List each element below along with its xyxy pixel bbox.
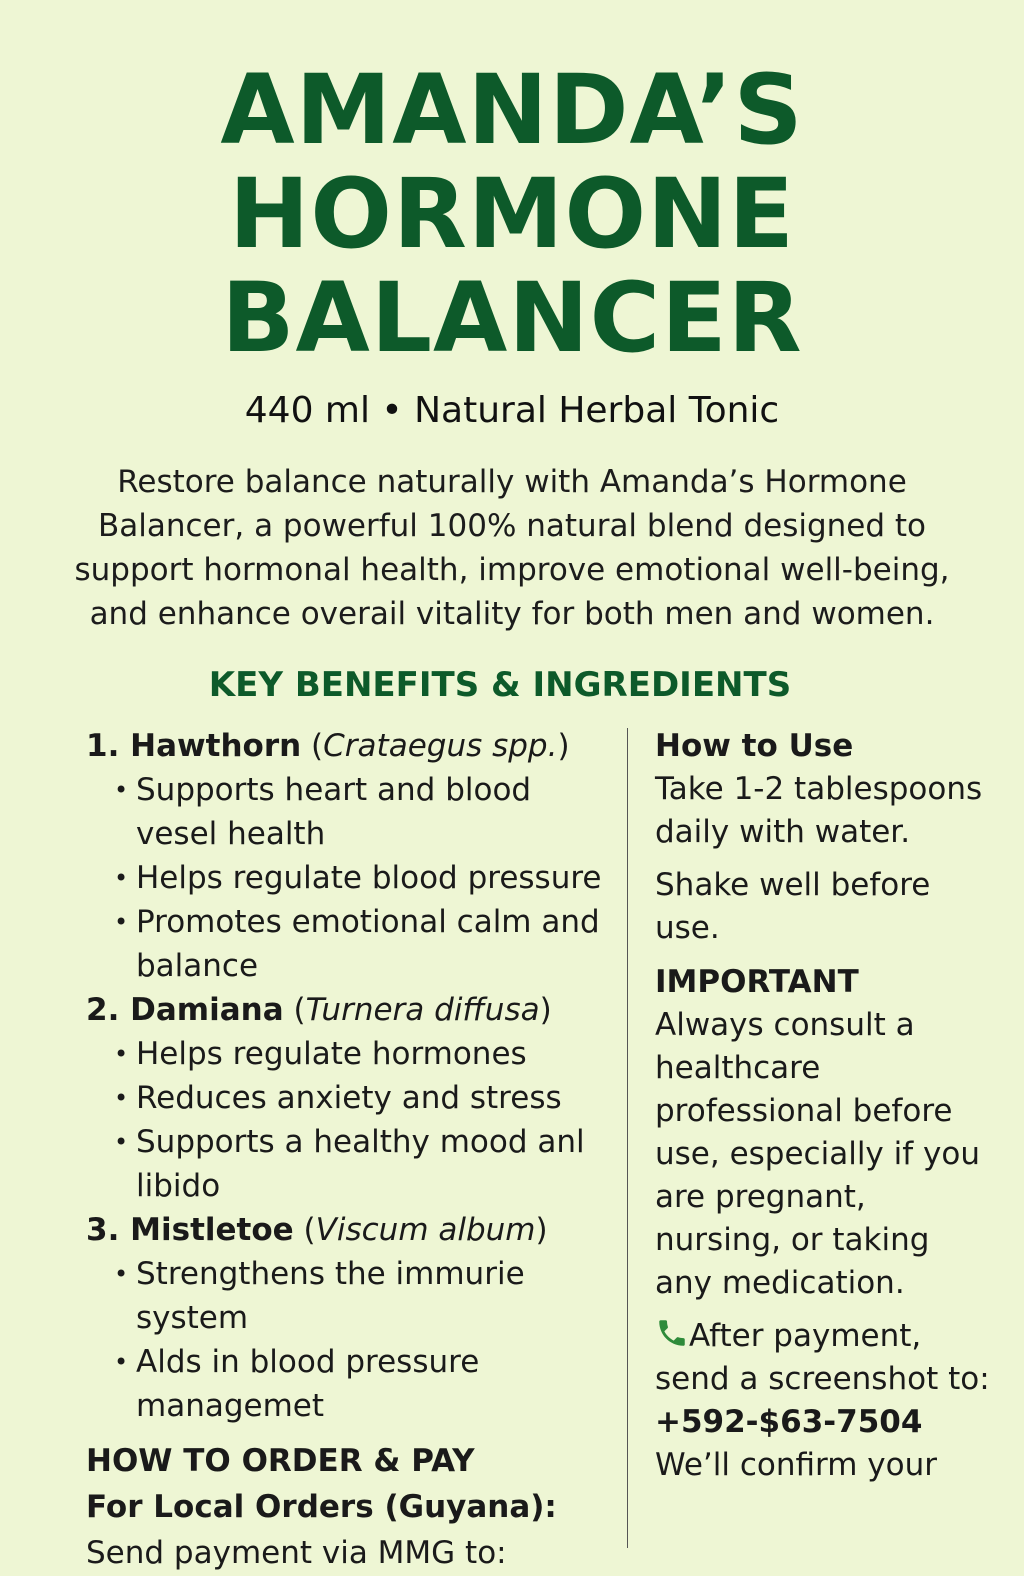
payment-note-text: After payment, send a screenshot to:	[655, 1318, 990, 1397]
usage-column	[655, 724, 995, 1487]
how-to-use-heading: How to Use	[655, 728, 854, 764]
ingredient-latin-name: Viscum album	[315, 1212, 536, 1248]
local-orders-heading: For Local Orders (Guyana):	[86, 1489, 557, 1525]
phone-number: +592-$63-7504	[655, 1404, 923, 1440]
ingredient-title: 1. Hawthorn (Crataegus spp.)	[86, 728, 570, 764]
ingredient-hawthorn	[86, 724, 616, 988]
dosage-text: Take 1-2 tablespoons daily with water.	[655, 771, 983, 850]
benefit-list	[86, 768, 616, 988]
title-line-3: BALANCER	[221, 262, 803, 374]
key-benefits-heading: KEY BENEFITS & INGREDIENTS	[208, 665, 792, 705]
ingredient-number: 1.	[86, 728, 120, 764]
title-line-1: AMANDA’S	[220, 54, 804, 166]
ingredient-title: 2. Damiana (Turnera diffusa)	[86, 992, 552, 1028]
ingredient-latin-name: Turnera diffusa	[305, 992, 540, 1028]
benefit-item: • Supports heart and blood vesel health	[86, 768, 616, 856]
ingredient-damiana	[86, 988, 616, 1208]
title-line-2: HORMONE	[229, 158, 795, 270]
benefit-item: • Reduces anxiety and stress	[86, 1076, 616, 1120]
shake-text: Shake well before use.	[655, 867, 931, 946]
ingredient-mistletoe	[86, 1208, 616, 1428]
payment-note	[655, 1315, 995, 1444]
payment-instruction: Send payment via MMG to:	[86, 1535, 507, 1571]
ingredient-number: 2.	[86, 992, 120, 1028]
important-text: Always consult a healthcare professional before use, especially if you are pregnant, nursing, or taking any medication.	[655, 1007, 980, 1301]
confirm-text: We’ll confirm your	[655, 1447, 937, 1483]
important-heading: IMPORTANT	[655, 964, 859, 1000]
benefit-item: • Alds in blood pressure managemet	[86, 1340, 616, 1428]
intro-paragraph: Restore balance naturally with Amanda’s Hormone Balancer, a powerful 100% natural blend designed to support hormonal health, improve emotional well-being, and enhance overail vitality for both men and women.	[74, 464, 950, 632]
ingredient-name: Damiana	[130, 992, 284, 1028]
benefit-item: • Promotes emotional calm and balance	[86, 900, 616, 988]
ingredient-latin-name: Crataegus spp.	[323, 728, 558, 764]
order-heading: HOW TO ORDER & PAY	[86, 1443, 475, 1479]
product-title	[0, 54, 1024, 374]
phone-icon	[655, 1316, 689, 1350]
product-subtitle: 440 ml • Natural Herbal Tonic	[244, 390, 780, 431]
ingredient-number: 3.	[86, 1212, 120, 1248]
ingredient-name: Mistletoe	[130, 1212, 294, 1248]
benefit-list	[86, 1252, 616, 1428]
column-divider	[627, 728, 628, 1548]
benefit-item: • Supports a healthy mood anl libido	[86, 1120, 616, 1208]
ingredient-title: 3. Mistletoe (Viscum album)	[86, 1212, 548, 1248]
ingredients-column	[86, 724, 616, 1576]
order-section	[86, 1438, 616, 1576]
ingredient-name: Hawthorn	[130, 728, 302, 764]
benefit-list	[86, 1032, 616, 1208]
benefit-item: • Helps regulate hormones	[86, 1032, 616, 1076]
benefit-item: • Strengthens the immurie system	[86, 1252, 616, 1340]
benefit-item: • Helps regulate blood pressure	[86, 856, 616, 900]
